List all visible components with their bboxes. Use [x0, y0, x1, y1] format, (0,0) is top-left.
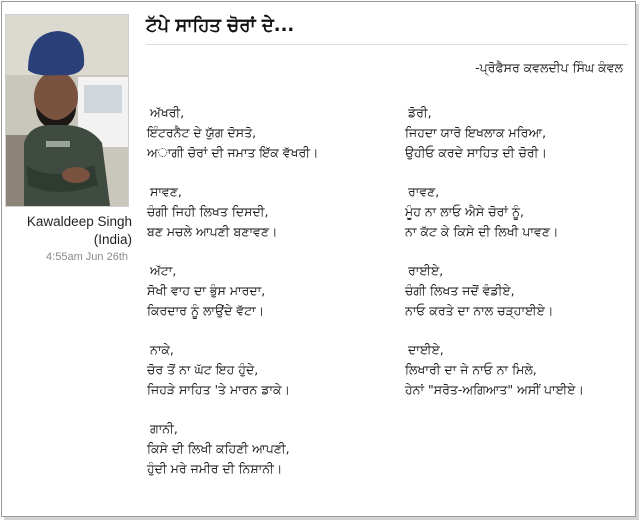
stanza: [147, 103, 318, 163]
stanza-line: ਨਾਓ ਕਰਤੇ ਦਾ ਨਾਲ ਚੜ੍ਹਾਈਏ।: [405, 303, 554, 318]
post-title: ਟੱਪੇ ਸਾਹਿਤ ਚੋਰਾਂ ਦੇ...: [146, 15, 295, 36]
author-name[interactable]: Kawaldeep Singh: [26, 214, 132, 229]
stanza-line: ਕਿਸੇ ਦੀ ਲਿਖੀ ਕਹਿਣੀ ਆਪਣੀ,: [147, 441, 290, 456]
stanza-heading: ਡੋਰੀ,: [408, 105, 432, 120]
stanza-heading: ਅੱਟਾ,: [150, 263, 177, 278]
stanza-line: ਹੁੰਦੀ ਮਰੇ ਜਮੀਰ ਦੀ ਨਿਸ਼ਾਨੀ।: [147, 461, 283, 476]
stanza: [147, 340, 318, 400]
stanza-line: ਉਹੀਓ ਕਰਦੇ ਸਾਹਿਤ ਦੀ ਚੋਰੀ।: [405, 145, 547, 160]
stanza-heading: ਨਾਕੇ,: [150, 342, 174, 357]
stanza: [405, 261, 584, 321]
poem-column-left: [147, 103, 318, 498]
stanza-line: ਕਿਰਦਾਰ ਨੂੰ ਲਾਉਂਦੇ ਵੱਟਾ।: [147, 303, 265, 318]
stanza-line: ਚੰਗੀ ਜਿਹੀ ਲਿਖਤ ਦਿਸਦੀ,: [147, 204, 269, 219]
poem-column-right: [405, 103, 584, 419]
user-photo-icon: [6, 15, 128, 206]
stanza: [405, 340, 584, 400]
stanza: [147, 261, 318, 321]
stanza: [405, 182, 584, 242]
stanza-line: ਅਾਗੀ ਚੋਰਾਂ ਦੀ ਜਮਾਤ ਇੱਕ ਵੱਖਰੀ।: [147, 145, 319, 160]
stanza-line: ਹੇਨਾਂ "ਸਰੋਤ-ਅਗਿਆਤ" ਅਸੀਂ ਪਾਈਏ।: [405, 382, 584, 397]
stanza-line: ਲਿਖਾਰੀ ਦਾ ਜੇ ਨਾਓ ਨਾ ਮਿਲੇ,: [405, 362, 537, 377]
stanza-line: ਜਿਹੜੇ ਸਾਹਿਤ 'ਤੇ ਮਾਰਨ ਡਾਕੇ।: [147, 382, 290, 397]
stanza-line: ਜਿਹਦਾ ਯਾਰੋ ਇਖਲਾਕ ਮਰਿਆ,: [405, 125, 547, 140]
stanza: [405, 103, 584, 163]
avatar[interactable]: [5, 14, 129, 207]
stanza-heading: ਸਾਵਣ,: [150, 184, 182, 199]
stanza-heading: ਦਾਈਏ,: [408, 342, 444, 357]
post-byline: -ਪ੍ਰੋਫੈਸਰ ਕਵਲਦੀਪ ਸਿੰਘ ਕੰਵਲ: [475, 60, 623, 75]
stanza-line: ਇੰਟਰਨੈਟ ਦੇ ਯੁੱਗ ਦੋਸਤੋ,: [147, 125, 257, 140]
stanza-line: ਮੂੰਹ ਨਾ ਲਾਓ ਐਸੇ ਚੋਰਾਂ ਨੂੰ,: [405, 204, 524, 219]
stanza-heading: ਗਾਨੀ,: [150, 421, 178, 436]
stanza-line: ਸੋਖੀ ਵਾਹ ਦਾ ਭੁੰਸ ਮਾਰਦਾ,: [147, 283, 266, 298]
stanza-line: ਚੰਗੀ ਲਿਖਤ ਜਦੋਂ ਵੰਡੀਏ,: [405, 283, 515, 298]
stanza-line: ਨਾ ਕੱਟ ਕੇ ਕਿਸੇ ਦੀ ਲਿਖੀ ਪਾਵਣ।: [405, 224, 559, 239]
title-divider: [146, 44, 628, 45]
stanza: [147, 182, 318, 242]
stanza-heading: ਰਾਈਏ,: [408, 263, 444, 278]
stanza: [147, 419, 318, 479]
stanza-heading: ਰਾਵਣ,: [408, 184, 440, 199]
stanza-line: ਚੋਰ ਤੋਂ ਨਾ ਘੱਟ ਇਹ ਹੁੰਦੇ,: [147, 362, 259, 377]
stanza-line: ਬਣ ਮਚਲੇ ਆਪਣੀ ਬਣਾਵਣ।: [147, 224, 278, 239]
stanza-heading: ਅੱਖਰੀ,: [150, 105, 185, 120]
post-timestamp: 4:55am Jun 26th: [46, 251, 128, 263]
author-location: (India): [93, 232, 132, 247]
